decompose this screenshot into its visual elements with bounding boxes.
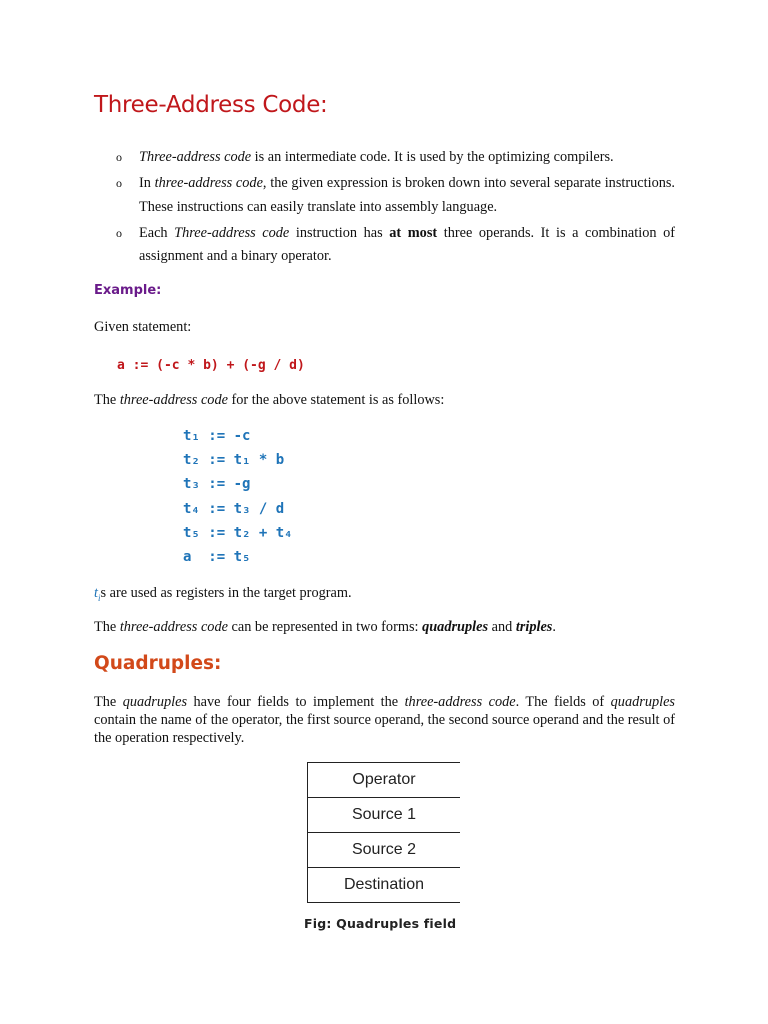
bullet-item	[94, 172, 675, 219]
bullet-text: is an intermediate code. It is used by the optimizing compilers.	[251, 149, 614, 165]
registers-note: $t_is$ are used as registers in the target program.	[94, 585, 352, 603]
bullet-text: , the given expression is broken down into several separate instructions. These instructions can easily translate into assembly language.	[139, 175, 675, 215]
bullet-text: three operands. It is a combination of assignment and a binary operator.	[139, 224, 676, 264]
forms-text: The three-address code can be represented in two forms: quadruples and triples.	[94, 619, 556, 635]
page-title: Three-Address Code:	[94, 92, 328, 118]
given-statement-code: a := (-c * b) + (-g / d)	[117, 358, 305, 373]
field-cell-destination: Destination	[308, 868, 461, 903]
bullet-text: In	[139, 175, 155, 191]
emphasis-text: three-address code	[154, 175, 263, 191]
code-line: t₅ := t₂ + t₄	[183, 524, 293, 541]
code-line: t₃ := -g	[183, 476, 251, 493]
bullet-item	[94, 222, 675, 269]
code-line: t₄ := t₃ / d	[183, 500, 285, 517]
emphasis-text: Three-address code	[139, 149, 252, 165]
quadruples-heading: Quadruples:	[94, 653, 222, 674]
figure-caption: Fig: Quadruples field	[304, 916, 457, 931]
quadruples-field-table	[307, 762, 460, 903]
example-heading: Example:	[94, 283, 162, 298]
bullet-marker: o	[116, 150, 122, 164]
given-statement-label: Given statement:	[94, 319, 192, 335]
code-line: t₁ := -c	[183, 428, 251, 444]
bullet-text: Each	[139, 224, 175, 241]
bullet-marker: o	[116, 176, 122, 190]
quadruples-description: The quadruples have four fields to implement the three-address code. The fields of quadruples contain the name of the operator, the first source operand, the second source operand and the result of the operation respectively.	[94, 694, 676, 746]
code-line: t₂ := t₁ * b	[183, 452, 285, 469]
strong-text: at most	[389, 224, 438, 241]
bullet-item	[94, 146, 675, 170]
bullet-marker: o	[116, 225, 122, 240]
intro-bullet-list	[94, 146, 675, 271]
code-line: a := t₅	[183, 549, 251, 566]
three-address-code-block	[183, 424, 293, 569]
field-cell-source-1: Source 1	[308, 798, 461, 833]
bullet-text: instruction has	[289, 224, 390, 241]
emphasis-text: Three-address code	[174, 224, 290, 241]
field-cell-operator: Operator	[308, 763, 461, 798]
field-cell-source-2: Source 2	[308, 833, 461, 868]
code-intro-text: The three-address code for the above statement is as follows:	[94, 392, 445, 408]
